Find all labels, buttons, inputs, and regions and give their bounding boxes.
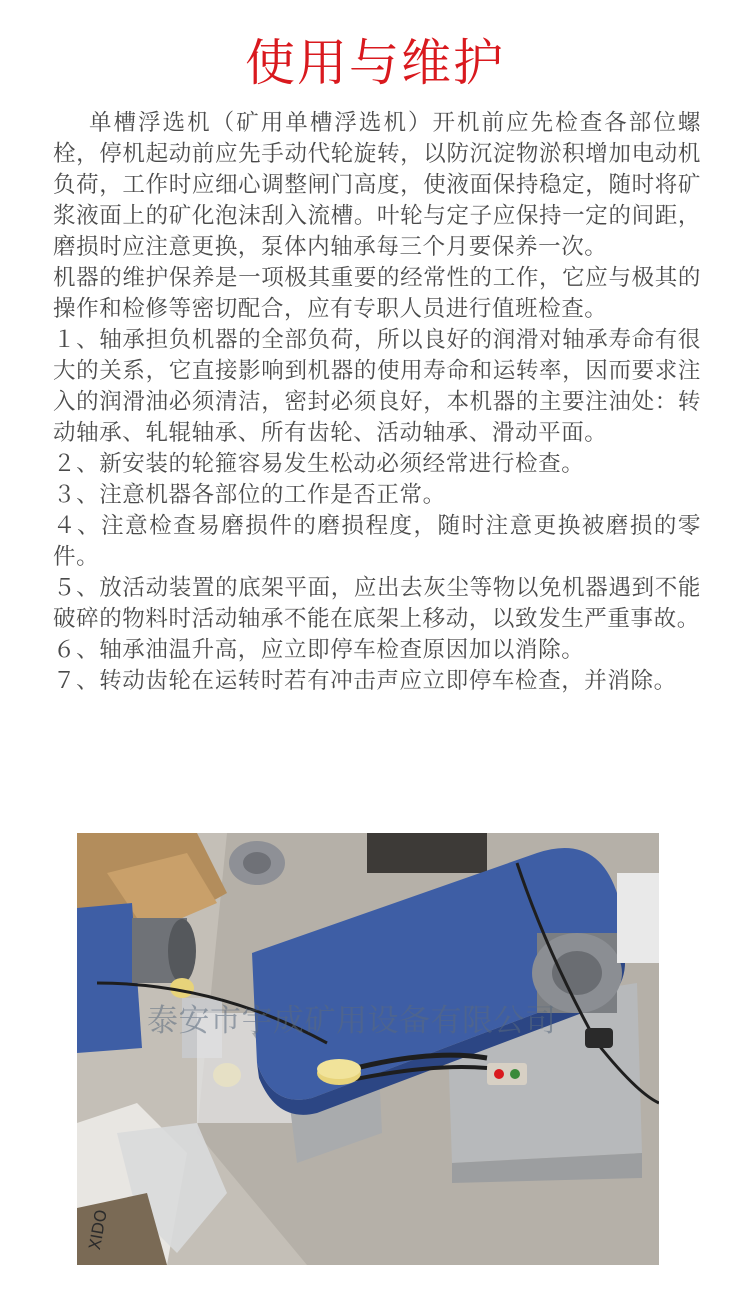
page-title: 使用与维护 — [245, 34, 505, 92]
list-item: ３、注意机器各部位的工作是否正常。 — [53, 482, 446, 508]
machine-photo — [77, 833, 659, 1265]
list-item: ７、转动齿轮在运转时若有冲击声应立即停车检查，并消除。 — [53, 668, 677, 694]
article-body — [53, 108, 701, 697]
list-item: ２、新安装的轮箍容易发生松动必须经常进行检查。 — [53, 451, 585, 477]
company-watermark: 泰安市宇成矿用设备有限公司 — [147, 1003, 557, 1039]
list-item: １、轴承担负机器的全部负荷，所以良好的润滑对轴承寿命有很大的关系，它直接影响到机器的使用寿命和运转率，因而要求注入的润滑油必须清洁，密封必须良好，本机器的主要注油处：转动轴承、轧辊轴承、所有齿轮、活动轴承、滑动平面。 — [53, 327, 701, 446]
list-item: ４、注意检查易磨损件的磨损程度，随时注意更换被磨损的零件。 — [53, 513, 701, 570]
intro-paragraph: 单槽浮选机（矿用单槽浮选机）开机前应先检查各部位螺栓，停机起动前应先手动代轮旋转，以防沉淀物淤积增加电动机负荷，工作时应细心调整闸门高度，使液面保持稳定，随时将矿浆液面上的矿化泡沫刮入流槽。叶轮与定子应保持一定的间距，磨损时应注意更换，泵体内轴承每三个月要保养一次。 — [53, 110, 701, 260]
list-item: ５、放活动装置的底架平面，应出去灰尘等物以免机器遇到不能破碎的物料时活动轴承不能在底架上移动，以致发生严重事故。 — [53, 575, 701, 632]
flotation-machine-illustration — [77, 833, 659, 1265]
maintenance-paragraph: 机器的维护保养是一项极其重要的经常性的工作，它应与极其的操作和检修等密切配合，应有专职人员进行值班检查。 — [53, 265, 701, 322]
box-label: XIDO — [85, 1208, 111, 1252]
list-item: ６、轴承油温升高，应立即停车检查原因加以消除。 — [53, 637, 585, 663]
